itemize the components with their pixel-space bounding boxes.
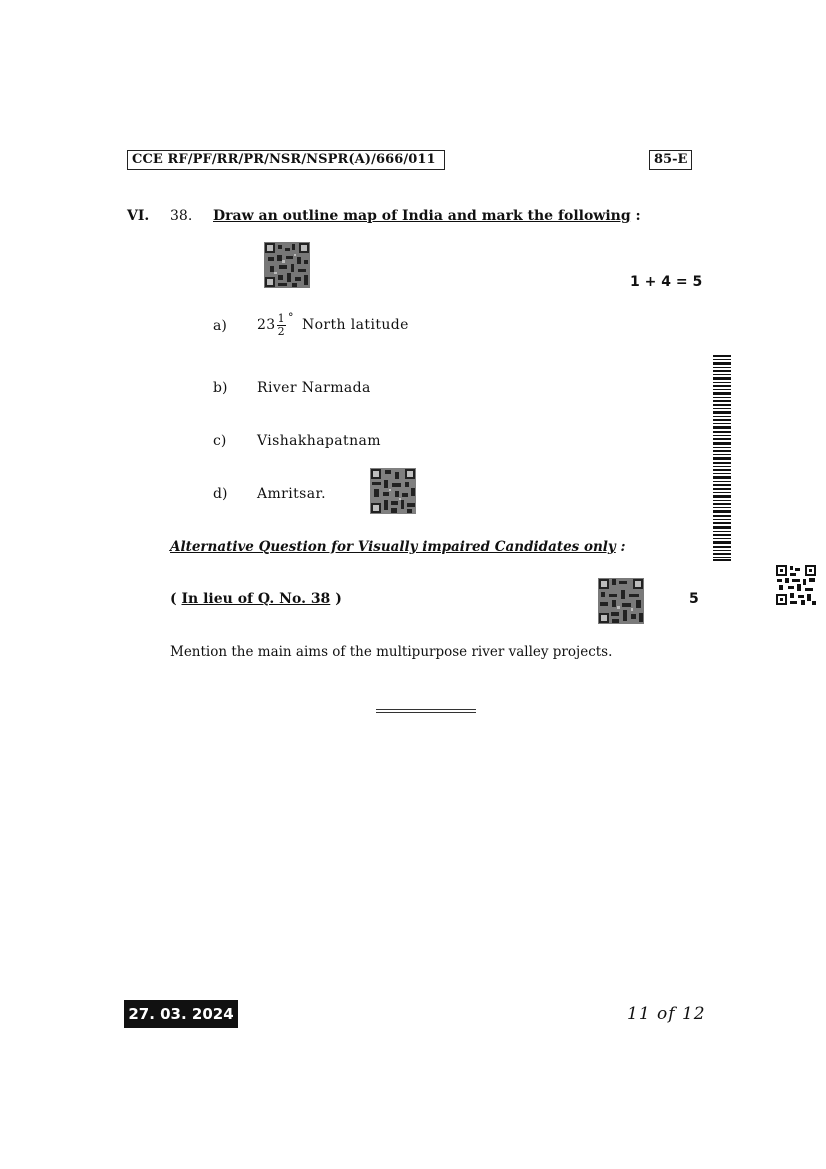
question-text-main: Draw an outline map of India and mark the following [213, 208, 631, 224]
in-lieu-close: ) [335, 591, 342, 607]
question-text [213, 208, 641, 224]
option-a-prefix: 23 [257, 317, 276, 333]
fraction-numerator: 1 [277, 311, 286, 325]
paper-number-box [649, 150, 692, 170]
in-lieu-text: In lieu of Q. No. 38 [181, 591, 331, 607]
option-d-label: d) [213, 486, 228, 502]
option-c-text: Vishakhapatnam [257, 433, 381, 449]
option-d-text: Amritsar. [257, 486, 326, 502]
option-a-text [257, 311, 409, 338]
paper-code-box [127, 150, 445, 170]
in-lieu-line [170, 591, 342, 607]
alternative-question-text: Mention the main aims of the multipurpose river valley projects. [170, 644, 613, 660]
barcode-icon [713, 355, 731, 561]
question-colon: : [635, 208, 641, 224]
qr-pattern-icon [598, 578, 644, 624]
option-b-label: b) [213, 380, 228, 396]
qr-pattern-icon [264, 242, 310, 288]
option-b-text: River Narmada [257, 380, 371, 396]
paper-code-text: CCE RF/PF/RR/PR/NSR/NSPR(A)/666/011 [132, 152, 436, 167]
qr-code-icon [776, 565, 816, 605]
exam-date-badge: 27. 03. 2024 [124, 1000, 238, 1028]
end-divider [376, 709, 476, 713]
question-marks: 1 + 4 = 5 [630, 274, 703, 290]
alternative-heading-text: Alternative Question for Visually impaired Candidates only [170, 539, 616, 555]
question-number: 38. [170, 208, 193, 224]
page-number: 11 of 12 [627, 1004, 706, 1024]
option-a-fraction [277, 313, 286, 338]
alternative-marks: 5 [689, 591, 699, 607]
alternative-heading-colon: : [620, 539, 626, 555]
degree-symbol: ° [288, 311, 294, 324]
paper-number-text: 85-E [654, 152, 688, 167]
alternative-heading [170, 539, 625, 555]
option-a-rest: North latitude [301, 317, 409, 333]
option-c-label: c) [213, 433, 227, 449]
in-lieu-open: ( [170, 591, 177, 607]
fraction-denominator: 2 [277, 324, 286, 338]
section-number: VI. [127, 208, 150, 224]
option-a-label: a) [213, 318, 227, 334]
qr-pattern-icon [370, 468, 416, 514]
